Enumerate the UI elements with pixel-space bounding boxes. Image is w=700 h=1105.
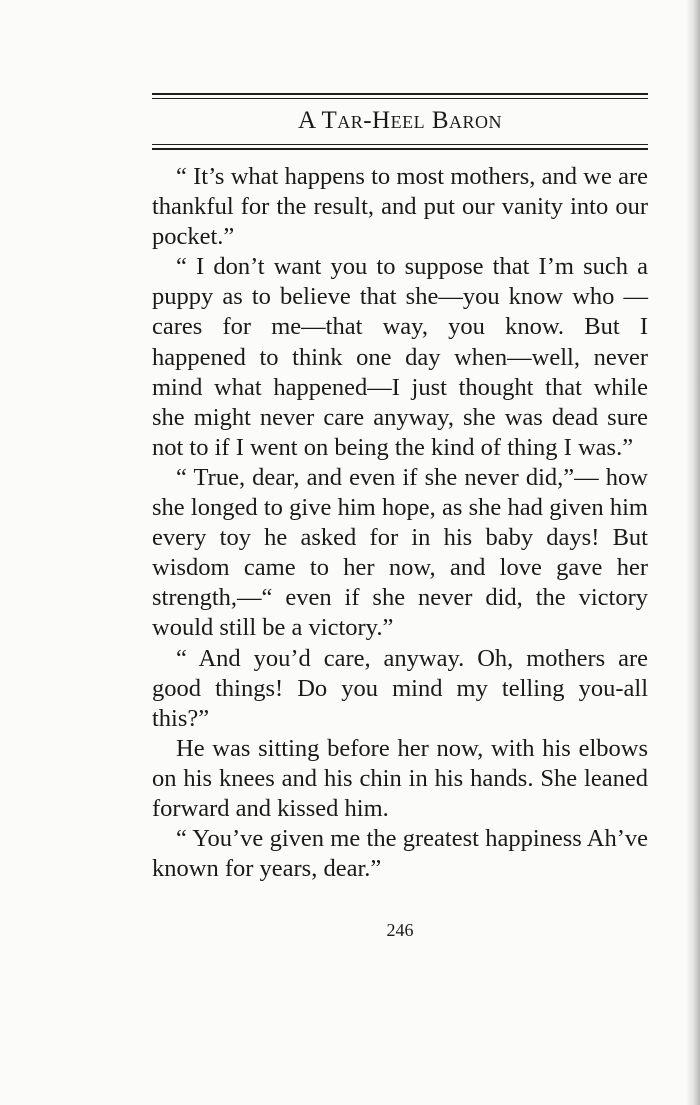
- header-rule-bottom: [152, 144, 648, 150]
- running-head: A Tar-Heel Baron: [297, 107, 503, 134]
- paragraph: “ It’s what happens to most mothers, and we are thankful for the result, and put our vanity into our pocket.”: [152, 163, 648, 251]
- paragraph: “ I don’t want you to suppose that I’m such a puppy as to believe that she—you know who —cares for me—that way, you know. But I happened to think one day when—well, never mind what happened—I just thought that while she might never care anyway, she was dead sure not to if I went on being the kind of thing I was.”: [152, 253, 648, 461]
- paragraph: “ And you’d care, anyway. Oh, mothers are good things! Do you mind my telling you-all this?”: [152, 644, 648, 732]
- paragraph: “ You’ve given me the greatest happiness Ah’ve known for years, dear.”: [152, 825, 648, 883]
- paragraph: He was sitting before her now, with his elbows on his knees and his chin in his hands. She leaned forward and kissed him.: [152, 734, 648, 822]
- paragraph: “ True, dear, and even if she never did,”— how she longed to give him hope, as she had given him every toy he asked for in his baby days! But wisdom came to her now, and love gave her strength,—“ even if she never did, the victory would still be a victory.”: [152, 463, 648, 642]
- page-edge-shadow: [686, 0, 700, 1105]
- body-text: [152, 162, 648, 884]
- page-number: 246: [386, 920, 414, 940]
- header-rule-top: [152, 93, 648, 99]
